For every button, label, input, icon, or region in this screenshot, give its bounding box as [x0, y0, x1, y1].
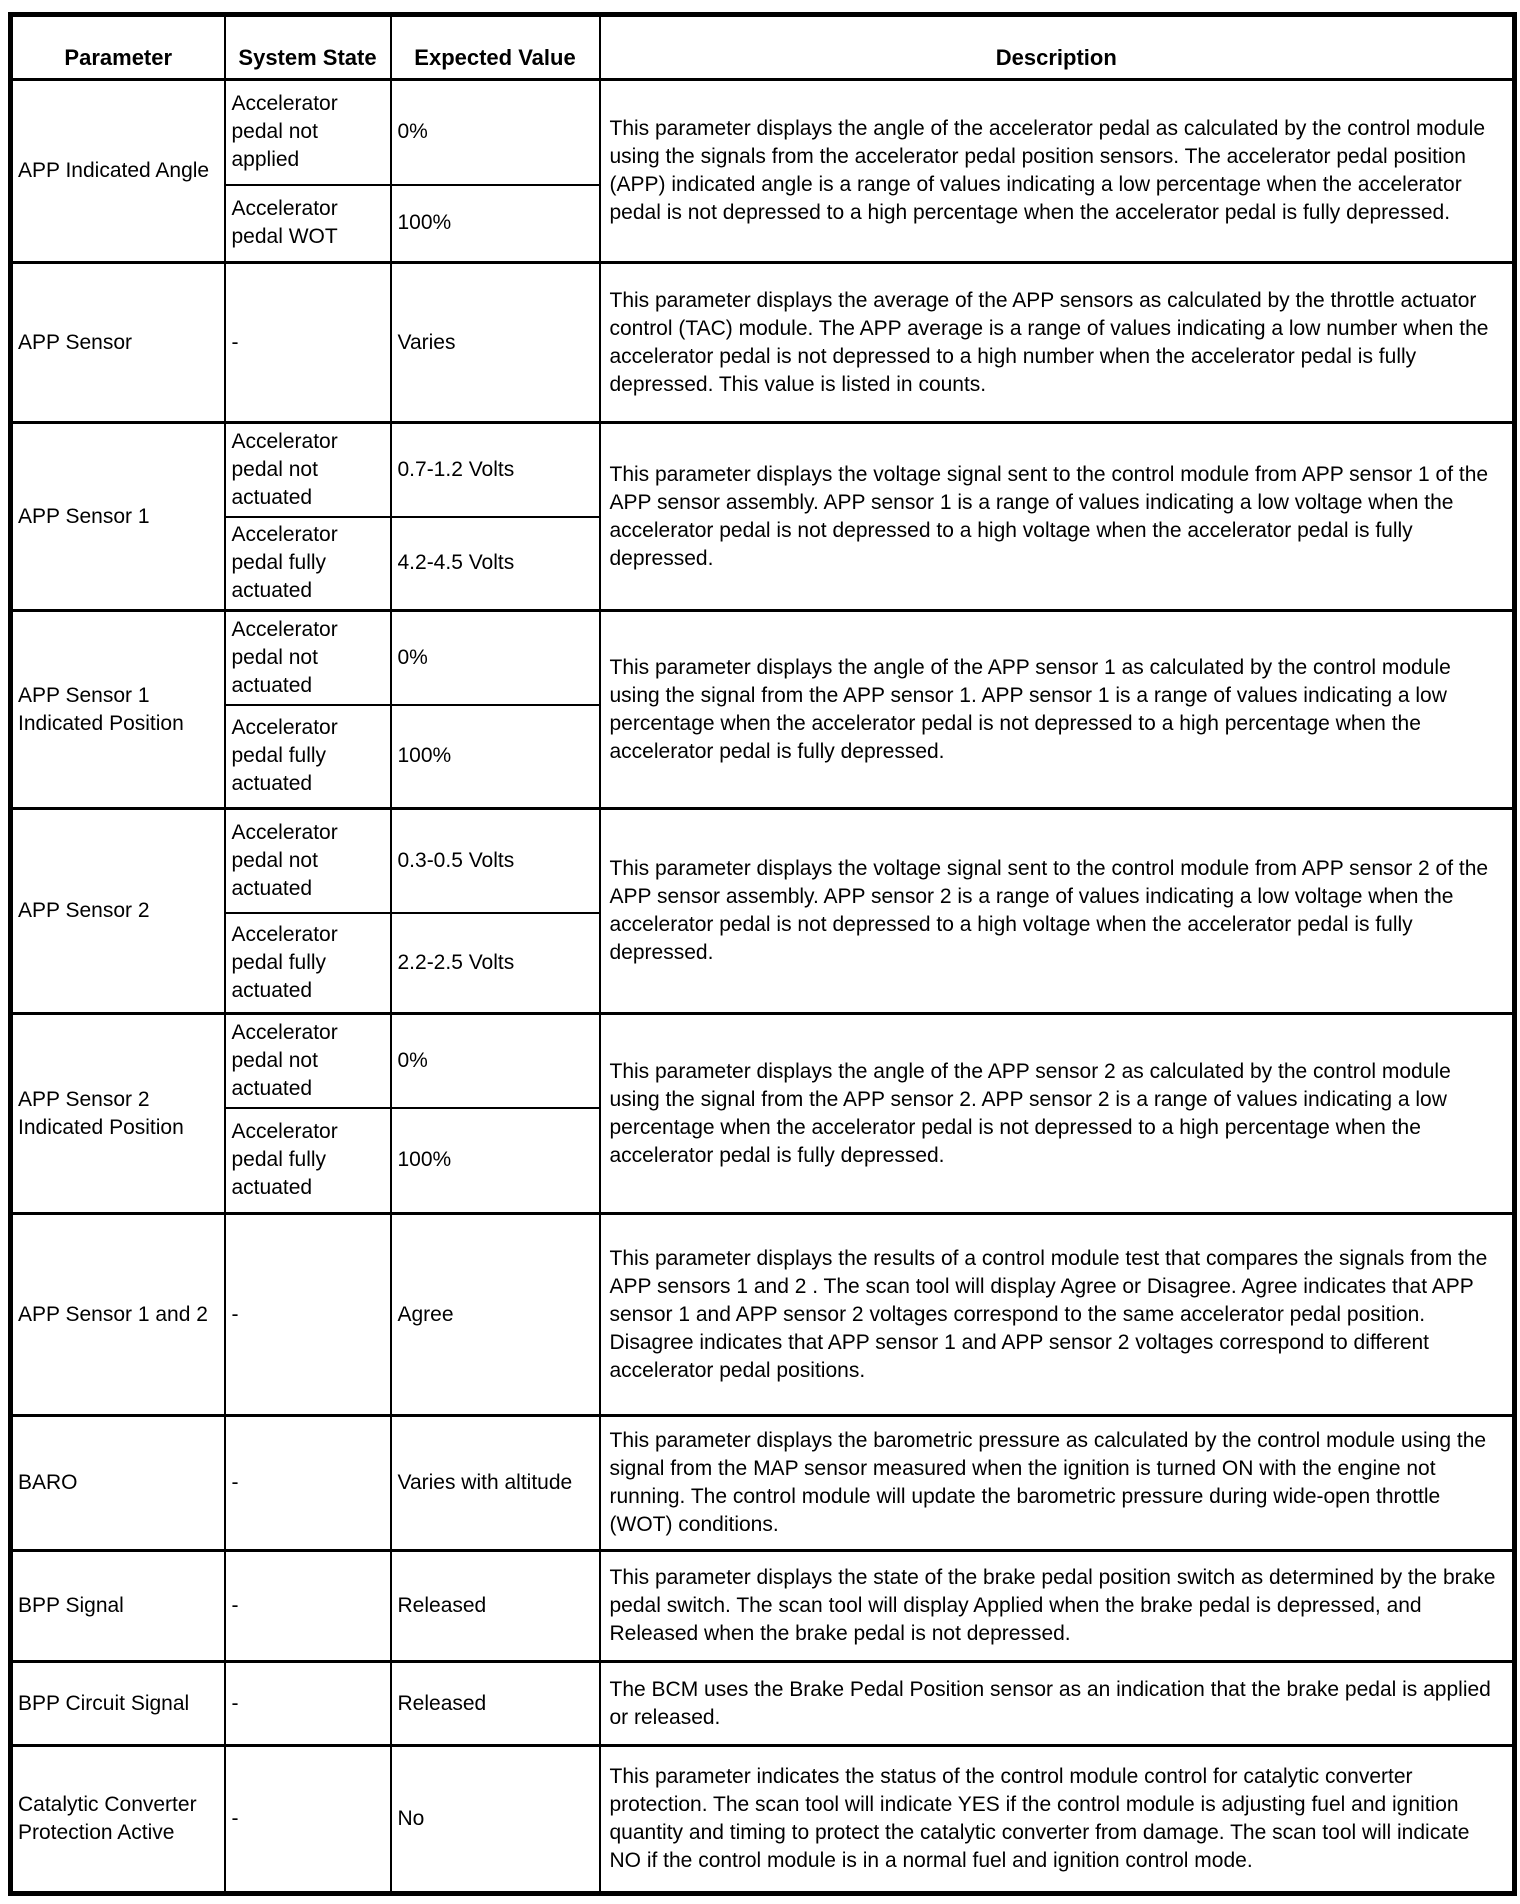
state-cell: Accelerator pedal fully actuated — [225, 913, 391, 1014]
value-cell: 0% — [391, 80, 600, 185]
col-header-parameter: Parameter — [11, 15, 225, 80]
state-cell: - — [225, 1662, 391, 1746]
param-cell: APP Sensor — [11, 263, 225, 423]
col-header-expected-value: Expected Value — [391, 15, 600, 80]
value-cell: 100% — [391, 1108, 600, 1214]
col-header-description: Description — [600, 15, 1515, 80]
param-cell: Catalytic Converter Protection Active — [11, 1746, 225, 1894]
value-cell: Agree — [391, 1214, 600, 1416]
value-cell: No — [391, 1746, 600, 1894]
value-cell: Varies — [391, 263, 600, 423]
param-cell: BPP Signal — [11, 1551, 225, 1662]
desc-cell: This parameter displays the average of the APP sensors as calculated by the throttle actuator control (TAC) module. The APP average is a range of values indicating a low number when the accelerator pedal is not depressed to a high number when the accelerator pedal is fully depressed. This value is listed in counts. — [600, 263, 1515, 423]
value-cell: 0.3-0.5 Volts — [391, 809, 600, 913]
param-cell: APP Sensor 1 and 2 — [11, 1214, 225, 1416]
state-cell: - — [225, 1551, 391, 1662]
state-cell: Accelerator pedal not applied — [225, 80, 391, 185]
value-cell: 100% — [391, 185, 600, 263]
state-cell: Accelerator pedal WOT — [225, 185, 391, 263]
state-cell: Accelerator pedal fully actuated — [225, 517, 391, 611]
value-cell: Released — [391, 1551, 600, 1662]
table-row — [11, 1746, 1515, 1894]
desc-cell: This parameter displays the state of the brake pedal position switch as determined by the brake pedal switch. The scan tool will display Applied when the brake pedal is depressed, and Released when the brake pedal is not depressed. — [600, 1551, 1515, 1662]
value-cell: 4.2-4.5 Volts — [391, 517, 600, 611]
value-cell: 2.2-2.5 Volts — [391, 913, 600, 1014]
state-cell: Accelerator pedal fully actuated — [225, 705, 391, 809]
param-cell: BARO — [11, 1416, 225, 1551]
parameter-table — [8, 12, 1517, 1896]
table-row — [11, 809, 1515, 913]
desc-cell: This parameter displays the results of a control module test that compares the signals from the APP sensors 1 and 2 . The scan tool will display Agree or Disagree. Agree indicates that APP sensor 1 and APP sensor 2 voltages correspond to the same accelerator pedal position. Disagree indicates that APP sensor 1 and APP sensor 2 voltages correspond to different accelerator pedal positions. — [600, 1214, 1515, 1416]
value-cell: 0% — [391, 611, 600, 705]
state-cell: - — [225, 1214, 391, 1416]
header-row — [11, 15, 1515, 80]
table-row — [11, 1014, 1515, 1108]
param-cell: APP Sensor 1 — [11, 423, 225, 611]
param-cell: APP Sensor 2 — [11, 809, 225, 1014]
value-cell: 0% — [391, 1014, 600, 1108]
param-cell: APP Sensor 2 Indicated Position — [11, 1014, 225, 1214]
desc-cell: This parameter indicates the status of the control module control for catalytic converter protection. The scan tool will indicate YES if the control module is adjusting fuel and ignition quantity and timing to protect the catalytic converter from damage. The scan tool will indicate NO if the control module is in a normal fuel and ignition control mode. — [600, 1746, 1515, 1894]
state-cell: - — [225, 263, 391, 423]
param-cell: APP Indicated Angle — [11, 80, 225, 263]
value-cell: 0.7-1.2 Volts — [391, 423, 600, 517]
desc-cell: This parameter displays the angle of the APP sensor 1 as calculated by the control module using the signal from the APP sensor 1. APP sensor 1 is a range of values indicating a low percentage when the accelerator pedal is not depressed to a high percentage when the accelerator pedal is fully depressed. — [600, 611, 1515, 809]
value-cell: 100% — [391, 705, 600, 809]
param-cell: APP Sensor 1 Indicated Position — [11, 611, 225, 809]
param-cell: BPP Circuit Signal — [11, 1662, 225, 1746]
col-header-system-state: System State — [225, 15, 391, 80]
state-cell: Accelerator pedal fully actuated — [225, 1108, 391, 1214]
value-cell: Varies with altitude — [391, 1416, 600, 1551]
table-row — [11, 1416, 1515, 1551]
table-row — [11, 80, 1515, 185]
table-row — [11, 611, 1515, 705]
desc-cell: This parameter displays the angle of the accelerator pedal as calculated by the control module using the signals from the accelerator pedal position sensors. The accelerator pedal position (APP) indicated angle is a range of values indicating a low percentage when the accelerator pedal is not depressed to a high percentage when the accelerator pedal is fully depressed. — [600, 80, 1515, 263]
desc-cell: The BCM uses the Brake Pedal Position sensor as an indication that the brake pedal is applied or released. — [600, 1662, 1515, 1746]
table-row — [11, 423, 1515, 517]
desc-cell: This parameter displays the angle of the APP sensor 2 as calculated by the control module using the signal from the APP sensor 2. APP sensor 2 is a range of values indicating a low percentage when the accelerator pedal is not depressed to a high percentage when the accelerator pedal is fully depressed. — [600, 1014, 1515, 1214]
state-cell: Accelerator pedal not actuated — [225, 1014, 391, 1108]
table-row — [11, 263, 1515, 423]
table-row — [11, 1551, 1515, 1662]
table-row — [11, 1662, 1515, 1746]
desc-cell: This parameter displays the barometric pressure as calculated by the control module using the signal from the MAP sensor measured when the ignition is turned ON with the engine not running. The control module will update the barometric pressure during wide-open throttle (WOT) conditions. — [600, 1416, 1515, 1551]
desc-cell: This parameter displays the voltage signal sent to the control module from APP sensor 1 of the APP sensor assembly. APP sensor 1 is a range of values indicating a low voltage when the accelerator pedal is not depressed to a high voltage when the accelerator pedal is fully depressed. — [600, 423, 1515, 611]
desc-cell: This parameter displays the voltage signal sent to the control module from APP sensor 2 of the APP sensor assembly. APP sensor 2 is a range of values indicating a low voltage when the accelerator pedal is not depressed to a high voltage when the accelerator pedal is fully depressed. — [600, 809, 1515, 1014]
state-cell: - — [225, 1746, 391, 1894]
table-row — [11, 1214, 1515, 1416]
state-cell: - — [225, 1416, 391, 1551]
state-cell: Accelerator pedal not actuated — [225, 809, 391, 913]
value-cell: Released — [391, 1662, 600, 1746]
state-cell: Accelerator pedal not actuated — [225, 611, 391, 705]
state-cell: Accelerator pedal not actuated — [225, 423, 391, 517]
